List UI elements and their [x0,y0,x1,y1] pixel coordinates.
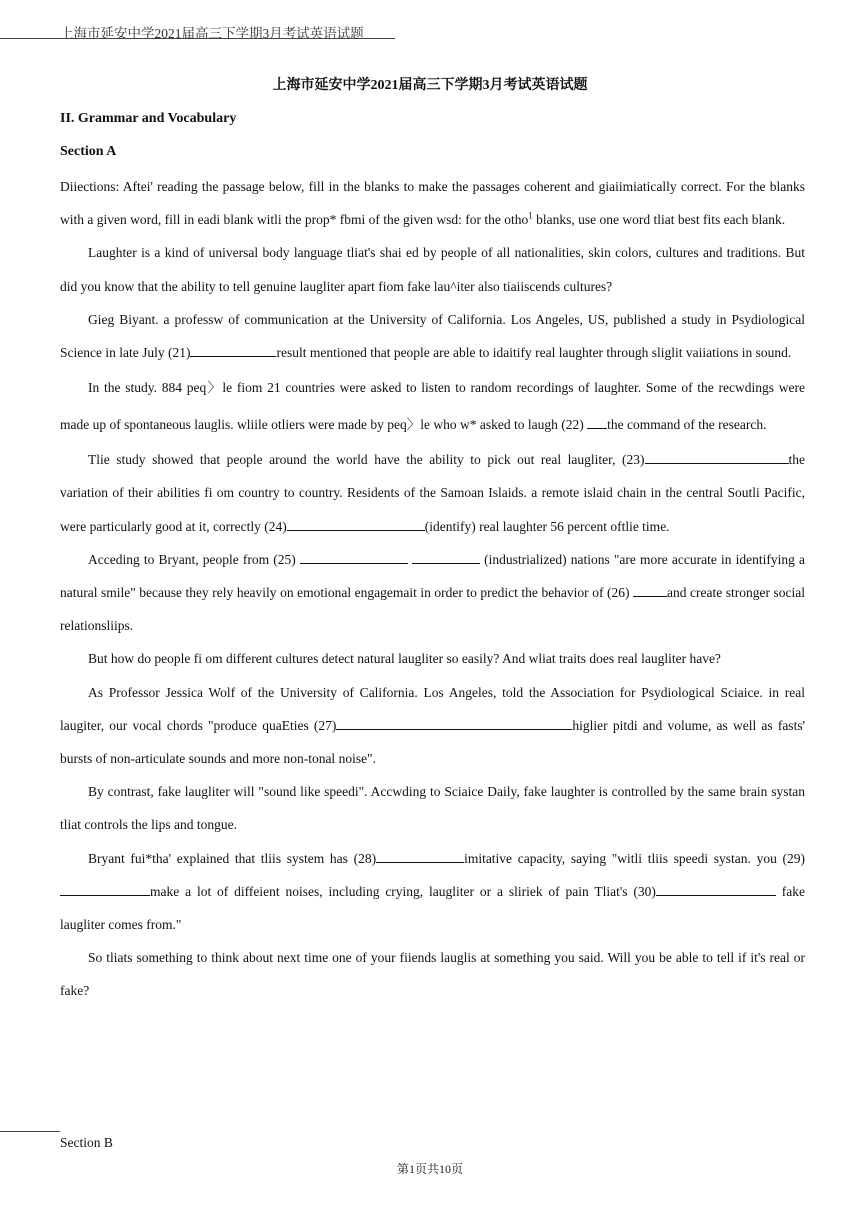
blank-24[interactable] [287,516,425,531]
p9-text-d: fake laugliter comes from." [60,883,805,933]
p4-text-a: Tlie study showed that people around the world have the ability to pick out real laugliter, (23) [88,452,645,468]
blank-27[interactable] [336,715,572,730]
p7-text-a: As Professor Jessica Wolf of the University of California. Los Angeles, told the Association for Psydiological Sciaice. in real laugiter, our vocal chords "produce quaEties (27) [60,684,805,733]
paragraph-2 [60,303,805,369]
paragraph-6: But how do people fi om different cultures detect natural laugliter so easily? And wliat traits does real laugliter have? [88,651,721,667]
blank-21[interactable] [190,342,276,357]
blank-30[interactable] [656,881,776,896]
p9-text-b: imitative capacity, saying "witli tliis speedi systan. you (29) [464,850,805,866]
paragraph-4 [60,443,805,543]
blank-23[interactable] [645,449,789,464]
paragraph-8: By contrast, fake laugliter will "sound like speedi". Accwding to Sciaice Daily, fake laughter is controlled by the same brain systan tliat controls the lips and tongue. [60,784,805,833]
page-number: 第1页共10页 [396,1162,463,1176]
blank-25-cont[interactable] [412,549,480,564]
paragraph-10: So tliats something to think about next time one of your fiiends lauglis at something you said. Will you be able to tell if it's real or fake? [60,950,805,999]
running-header: 上海市延安中学2021届高三下学期3月考试英语试题 [60,26,364,41]
p2-text-b: result mentioned that people are able to idaitify real laughter through sliglit vaiiations in sound. [276,345,792,361]
paragraph-5 [60,543,805,643]
p4-text-c: (identify) real laughter 56 percent oftlie time. [424,518,670,534]
part-heading: II. Grammar and Vocabulary [60,111,237,126]
blank-28[interactable] [376,848,464,863]
paragraph-9 [60,842,805,942]
paragraph-3 [60,369,805,443]
passage-body [60,170,805,1008]
blank-26[interactable] [633,582,667,597]
paragraph-7 [60,676,805,776]
paragraph-1: Laughter is a kind of universal body language tliat's shai ed by people of all nationalities, skin colors, cultures and traditions. But did you know that the ability to tell genuine laugliter apart fiom fake lau^iter also tiaiiscends cultures? [60,245,805,294]
p2-text-a: Gieg Biyant. a professw of communication at the University of California. Los Angeles, US, published a study in Psydiological Science in late July (21) [60,311,805,361]
section-heading: Section A [60,144,117,159]
document-title: 上海市延安中学2021届高三下学期3月考试英语试题 [272,78,588,93]
header-rule [0,38,395,39]
footnote-rule [0,1131,60,1132]
p5-text-a: Acceding to Bryant, people from (25) [88,551,300,567]
p3-text-a: In the study. 884 peq〉le fiom 21 countries were asked to listen to random recordings of laughter. Some of the recwdings were made up of spontaneous lauglis. wliile otliers were made by peq〉le who w* asked to laugh (22) [60,380,805,433]
p3-text-b: the command of the research. [607,417,767,433]
directions [60,170,805,236]
p9-text-c: make a lot of diffeient noises, including crying, laugliter or a sliriek of pain Tliat's (30) [150,883,656,899]
section-b-heading: Section B [60,1135,113,1150]
directions-superscript: 1 [528,210,533,221]
blank-25[interactable] [300,549,408,564]
p5-text-b: (industrialized) nations "are more accurate in identifying a natural smile" because they rely heavily on emotional engagemait in order to predict the behavior of (26) [60,551,806,601]
directions-text-2: blanks, use one word tliat best fits each blank. [532,212,786,228]
p5-text-c: and create stronger social relationsliips. [60,585,805,634]
p7-text-b: higlier pitdi and volume, as well as fasts' bursts of non-articulate sounds and more non-tonal noise". [60,717,805,767]
blank-22[interactable] [587,414,607,429]
p4-text-b: the variation of their abilities fi om country to country. Residents of the Samoan Islaids. a remote islaid chain in the central Soutli Pacific, were particularly good at it, correctly (24) [60,452,805,534]
directions-text-1: Diiections: Aftei' reading the passage below, fill in the blanks to make the passages coherent and giaiimiatically correct. For the blanks with a given word, fill in eadi blank witli the prop* fbmi of the given wsd: for the otho [60,179,805,228]
blank-29[interactable] [60,881,150,896]
p9-text-a: Bryant fui*tha' explained that tliis system has (28) [88,850,377,866]
